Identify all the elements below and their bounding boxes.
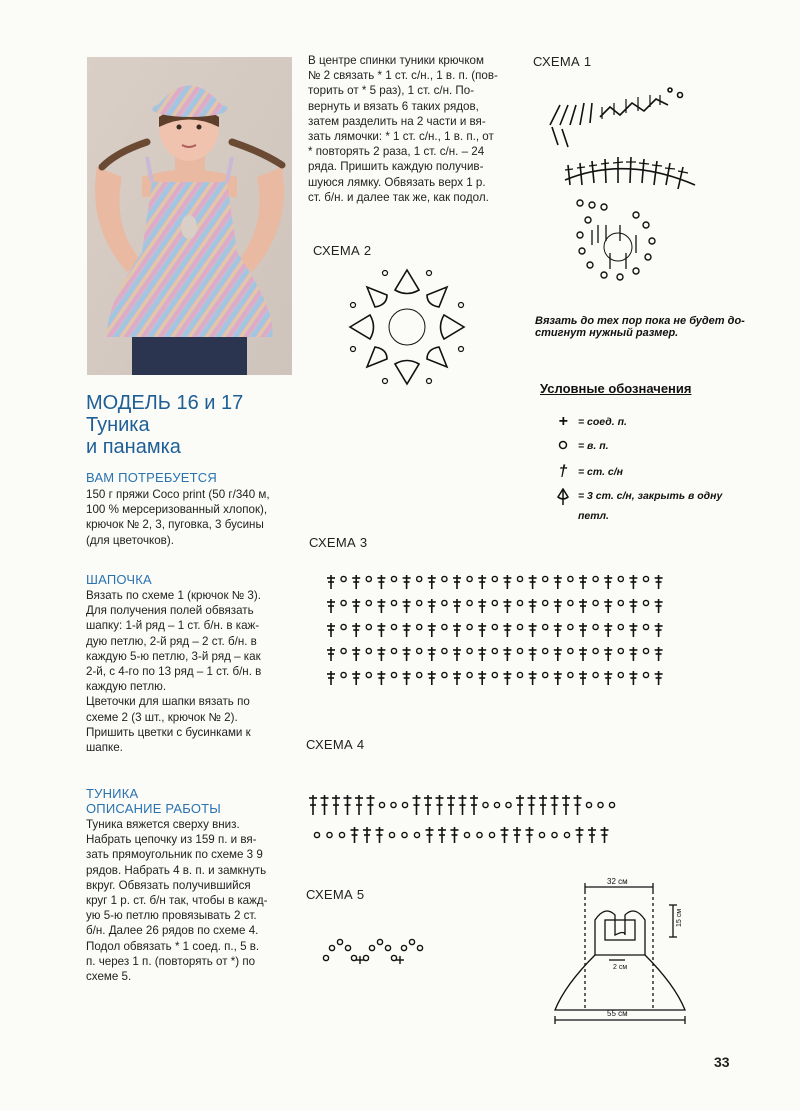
stitch-symbol <box>503 671 511 685</box>
chain-symbol <box>618 624 623 629</box>
stitch-symbol <box>554 671 562 685</box>
stitch-symbol <box>655 623 663 637</box>
chain-symbol <box>494 802 499 807</box>
stitch-symbol <box>629 647 637 661</box>
chain-symbol <box>442 672 447 677</box>
middle-line: * повторять 2 раза, 1 ст. с/н. – 24 <box>308 145 485 159</box>
stitch-symbol <box>604 647 612 661</box>
chain-symbol <box>552 832 557 837</box>
hat-line: каждую 5-ю петлю, 3-й ряд – как <box>86 649 261 663</box>
chain-symbol <box>517 648 522 653</box>
model-photo <box>87 57 292 375</box>
stitch-symbol <box>377 623 385 637</box>
chain-symbol <box>618 576 623 581</box>
stitch-symbol <box>629 575 637 589</box>
tunic-heading: ТУНИКА <box>86 786 139 801</box>
hat-heading: ШАПОЧКА <box>86 572 152 587</box>
stitch-symbol <box>327 647 335 661</box>
stitch-symbol <box>428 623 436 637</box>
chain-symbol <box>402 832 407 837</box>
schema-2-diagram <box>345 265 470 390</box>
chain-symbol <box>417 576 422 581</box>
stitch-symbol <box>579 575 587 589</box>
stitch-symbol <box>428 599 436 613</box>
middle-line: зать лямочки: * 1 ст. с/н., 1 в. п., от <box>308 130 494 144</box>
schema-1-label: СХЕМА 1 <box>533 54 592 69</box>
stitch-symbol <box>428 671 436 685</box>
stitch-symbol <box>344 795 352 815</box>
chain-symbol <box>564 832 569 837</box>
stitch-symbol <box>554 623 562 637</box>
chain-symbol <box>417 600 422 605</box>
stitch-symbol <box>539 795 547 815</box>
chain-symbol <box>341 624 346 629</box>
stitch-symbol <box>579 671 587 685</box>
middle-line: торить от * 5 раз), 1 ст. с/н. По- <box>308 84 475 98</box>
chain-symbol <box>391 624 396 629</box>
stitch-symbol <box>529 671 537 685</box>
stitch-symbol <box>352 599 360 613</box>
stitch-symbol <box>424 795 432 815</box>
chain-symbol <box>389 832 394 837</box>
chain-symbol <box>517 576 522 581</box>
chain-symbol <box>414 832 419 837</box>
chain-symbol <box>543 648 548 653</box>
middle-line: шуюся лямку. Обвязать верх 1 р. <box>308 175 486 189</box>
stitch-symbol <box>377 647 385 661</box>
schema-1-note <box>535 315 745 339</box>
tunic-line: рядов. Набрать 4 в. п. и замкнуть <box>86 863 267 877</box>
stitch-symbol <box>352 671 360 685</box>
chain-symbol <box>341 576 346 581</box>
chain-symbol <box>593 672 598 677</box>
hat-line: 2-й, с 4-го по 13 ряд – 1 ст. б/н. в <box>86 665 262 679</box>
chain-symbol <box>492 600 497 605</box>
chain-symbol <box>517 624 522 629</box>
legend-item <box>548 486 748 526</box>
stitch-symbol <box>376 827 384 843</box>
stitch-symbol <box>562 795 570 815</box>
stitch-symbol <box>478 599 486 613</box>
chain-symbol <box>467 672 472 677</box>
chain-symbol <box>609 802 614 807</box>
stitch-symbol <box>355 795 363 815</box>
model-subtitle-1: Туника <box>86 414 150 436</box>
stitch-symbol <box>309 795 317 815</box>
hat-text <box>86 588 294 755</box>
chain-symbol <box>492 672 497 677</box>
stitch-symbol <box>516 795 524 815</box>
schema-4-diagram <box>305 785 635 855</box>
tunic-section <box>86 786 294 984</box>
chain-symbol <box>467 576 472 581</box>
chain-symbol <box>517 600 522 605</box>
stitch-symbol <box>529 599 537 613</box>
stitch-symbol <box>351 827 359 843</box>
chain-symbol <box>618 648 623 653</box>
model-title: МОДЕЛЬ 16 и 17 <box>86 392 244 414</box>
stitch-symbol <box>604 599 612 613</box>
stitch-symbol <box>529 575 537 589</box>
chain-symbol <box>467 648 472 653</box>
stitch-symbol <box>529 647 537 661</box>
stitch-symbol <box>363 827 371 843</box>
hat-line: каждую петлю. <box>86 680 167 694</box>
stitch-symbol <box>604 575 612 589</box>
stitch-symbol <box>453 599 461 613</box>
chain-symbol <box>391 802 396 807</box>
chain-symbol <box>618 672 623 677</box>
chain-symbol <box>442 648 447 653</box>
stitch-symbol <box>576 827 584 843</box>
chain-symbol <box>366 600 371 605</box>
chain-symbol <box>341 648 346 653</box>
tunic-line: круг 1 р. ст. б/н так, чтобы в кажд- <box>86 894 268 908</box>
stitch-symbol <box>554 599 562 613</box>
stitch-symbol <box>403 671 411 685</box>
chain-symbol <box>379 802 384 807</box>
stitch-symbol <box>478 623 486 637</box>
schema-3-label: СХЕМА 3 <box>309 535 368 550</box>
chain-symbol <box>643 600 648 605</box>
stitch-symbol <box>655 599 663 613</box>
needs-line: 100 % мерсеризованный хлопок), <box>86 503 268 517</box>
stitch-symbol <box>655 647 663 661</box>
middle-line: ряда. Пришить каждую получив- <box>308 160 484 174</box>
chain-symbol <box>366 624 371 629</box>
cluster-symbol-icon <box>548 486 578 509</box>
chain-symbol <box>442 576 447 581</box>
hat-line: шапке. <box>86 741 123 755</box>
hat-line: схеме 2 (3 шт., крючок № 2). <box>86 710 238 724</box>
chain-symbol <box>643 648 648 653</box>
stitch-symbol <box>579 623 587 637</box>
chain-symbol <box>643 576 648 581</box>
stitch-symbol <box>554 647 562 661</box>
chain-symbol <box>442 600 447 605</box>
legend-item <box>548 410 748 434</box>
tunic-text <box>86 817 294 984</box>
stitch-symbol <box>655 671 663 685</box>
chain-symbol <box>477 832 482 837</box>
chain-symbol <box>506 802 511 807</box>
legend-text: = в. п. <box>578 440 609 452</box>
chain-symbol <box>366 576 371 581</box>
chain-symbol <box>543 672 548 677</box>
stitch-symbol <box>327 671 335 685</box>
stitch-symbol <box>436 795 444 815</box>
stitch-symbol <box>470 795 478 815</box>
chain-symbol <box>417 672 422 677</box>
chain-symbol <box>568 672 573 677</box>
chain-symbol <box>517 672 522 677</box>
stitch-symbol <box>629 623 637 637</box>
stitch-symbol <box>629 599 637 613</box>
chain-symbol <box>643 624 648 629</box>
needs-line: крючок № 2, 3, пуговка, 3 бусины <box>86 518 264 532</box>
stitch-symbol <box>367 795 375 815</box>
stitch-symbol <box>377 671 385 685</box>
chain-symbol <box>543 624 548 629</box>
hat-line: Цветочки для шапки вязать по <box>86 695 250 709</box>
chain-symbol <box>593 624 598 629</box>
stitch-symbol <box>551 795 559 815</box>
middle-line: № 2 связать * 1 ст. с/н., 1 в. п. (пов- <box>308 69 498 83</box>
stitch-symbol <box>438 827 446 843</box>
stitch-symbol <box>459 795 467 815</box>
needs-section <box>86 470 294 548</box>
stitch-symbol <box>413 795 421 815</box>
tunic-line: Подол обвязать * 1 соед. п., 5 в. <box>86 939 260 953</box>
stitch-symbol <box>503 623 511 637</box>
chain-symbol <box>492 648 497 653</box>
stitch-symbol <box>478 647 486 661</box>
chain-symbol <box>402 802 407 807</box>
chain-symbol <box>341 672 346 677</box>
chain-symbol <box>543 576 548 581</box>
schema-3-diagram <box>325 570 670 695</box>
tunic-line: вкруг. Обвязать получившийся <box>86 878 251 892</box>
schema-1-diagram <box>540 85 710 310</box>
stitch-symbol <box>332 795 340 815</box>
tunic-line: Туника вяжется сверху вниз. <box>86 818 240 831</box>
hat-line: Для получения полей обвязать <box>86 604 254 618</box>
legend-text: петл. <box>578 510 609 522</box>
chain-symbol <box>464 832 469 837</box>
chain-symbol <box>593 576 598 581</box>
stitch-symbol <box>526 827 534 843</box>
stitch-symbol <box>321 795 329 815</box>
needs-line: (для цветочков). <box>86 533 174 547</box>
needs-line: 150 г пряжи Coco print (50 г/340 м, <box>86 488 270 501</box>
stitch-symbol <box>352 575 360 589</box>
stitch-symbol <box>403 623 411 637</box>
schema-5-diagram <box>320 930 430 970</box>
stitch-symbol <box>453 575 461 589</box>
chain-symbol <box>543 600 548 605</box>
stitch-symbol <box>453 647 461 661</box>
hat-line: Пришить цветки с бусинками к <box>86 725 251 739</box>
stitch-symbol <box>428 647 436 661</box>
hat-line: дую петлю, 2-й ряд – 2 ст. б/н. в <box>86 634 257 648</box>
chain-symbol <box>327 832 332 837</box>
hat-section <box>86 572 294 755</box>
stitch-symbol <box>604 623 612 637</box>
tunic-subheading: ОПИСАНИЕ РАБОТЫ <box>86 801 222 816</box>
stitch-symbol <box>601 827 609 843</box>
stitch-symbol <box>478 575 486 589</box>
stitch-symbol <box>352 647 360 661</box>
stitch-symbol <box>403 575 411 589</box>
stitch-symbol <box>588 827 596 843</box>
chain-symbol <box>467 624 472 629</box>
chain-symbol <box>366 648 371 653</box>
chain-symbol <box>492 576 497 581</box>
tunic-line: схеме 5. <box>86 970 132 984</box>
chain-symbol <box>417 648 422 653</box>
middle-line: затем разделить на 2 части и вя- <box>308 114 486 128</box>
stitch-symbol <box>528 795 536 815</box>
chain-symbol <box>568 576 573 581</box>
stitch-symbol <box>447 795 455 815</box>
chain-symbol <box>483 802 488 807</box>
stitch-symbol <box>327 599 335 613</box>
chain-symbol <box>539 832 544 837</box>
model-subtitle-2: и панамка <box>86 436 181 458</box>
stitch-symbol <box>655 575 663 589</box>
tunic-pattern-drawing <box>545 875 695 1030</box>
stitch-symbol <box>503 647 511 661</box>
girl-photo-illustration <box>87 57 292 375</box>
chain-symbol <box>593 648 598 653</box>
stitch-symbol <box>377 575 385 589</box>
chain-symbol <box>391 600 396 605</box>
middle-line: ст. б/н. и далее так же, как подол. <box>308 190 489 204</box>
stitch-symbol <box>574 795 582 815</box>
chain-symbol <box>598 802 603 807</box>
stitch-symbol <box>453 671 461 685</box>
chain-symbol <box>314 832 319 837</box>
chain-symbol <box>489 832 494 837</box>
plus-symbol-icon: + <box>558 413 568 430</box>
circle-symbol-icon <box>548 440 578 453</box>
schema-4-label: СХЕМА 4 <box>306 737 365 752</box>
chain-symbol <box>586 802 591 807</box>
legend <box>548 410 748 526</box>
chain-symbol <box>618 600 623 605</box>
dim-mid-label: 2 см <box>613 964 628 971</box>
legend-text: = соед. п. <box>578 416 627 428</box>
tunic-line: б/н. Далее 26 рядов по схеме 4. <box>86 924 259 938</box>
schema-1-note-line: стигнут нужный размер. <box>535 327 679 339</box>
chain-symbol <box>568 624 573 629</box>
stitch-symbol <box>327 575 335 589</box>
chain-symbol <box>568 648 573 653</box>
stitch-symbol <box>501 827 509 843</box>
legend-text: = 3 ст. с/н, закрыть в одну <box>578 490 723 502</box>
stitch-symbol <box>503 575 511 589</box>
chain-symbol <box>643 672 648 677</box>
chain-symbol <box>442 624 447 629</box>
page-number: 33 <box>714 1054 730 1070</box>
chain-symbol <box>391 648 396 653</box>
needs-text <box>86 487 294 548</box>
schema-1-note-line: Вязать до тех пор пока не будет до- <box>535 315 745 327</box>
stitch-symbol <box>403 647 411 661</box>
tunic-line: ую 5-ю петлю провязывать 2 ст. <box>86 909 257 923</box>
chain-symbol <box>366 672 371 677</box>
schema-5-label: СХЕМА 5 <box>306 887 365 902</box>
chain-symbol <box>391 576 396 581</box>
legend-title: Условные обозначения <box>540 381 692 396</box>
stitch-symbol <box>503 599 511 613</box>
tunic-line: Набрать цепочку из 159 п. и вя- <box>86 833 257 847</box>
chain-symbol <box>417 624 422 629</box>
model-title-block <box>86 392 306 458</box>
stitch-symbol <box>604 671 612 685</box>
stitch-symbol <box>403 599 411 613</box>
stitch-symbol <box>478 671 486 685</box>
stitch-symbol <box>426 827 434 843</box>
tunic-line: п. через 1 п. (повторять от *) по <box>86 954 256 968</box>
stitch-symbol <box>327 623 335 637</box>
tunic-line: зать прямоугольник по схеме 3 9 <box>86 848 263 862</box>
chain-symbol <box>593 600 598 605</box>
chain-symbol <box>391 672 396 677</box>
needs-heading: ВАМ ПОТРЕБУЕТСЯ <box>86 470 217 485</box>
chain-symbol <box>492 624 497 629</box>
stitch-symbol <box>513 827 521 843</box>
chain-symbol <box>467 600 472 605</box>
dim-top-label: 32 см <box>607 877 628 886</box>
back-instructions <box>308 53 521 205</box>
legend-text: = ст. с/н <box>578 466 624 478</box>
dim-side-label: 15 см <box>676 908 683 927</box>
legend-item <box>548 434 748 458</box>
stitch-symbol <box>554 575 562 589</box>
hat-line: Вязать по схеме 1 (крючок № 3). <box>86 589 261 602</box>
stitch-symbol <box>453 623 461 637</box>
hat-line: шапку: 1-й ряд – 1 ст. б/н. в каж- <box>86 619 260 633</box>
stitch-symbol <box>579 599 587 613</box>
stitch-symbol <box>529 623 537 637</box>
stitch-symbol <box>579 647 587 661</box>
dim-bottom-label: 55 см <box>607 1009 628 1018</box>
stitch-symbol <box>451 827 459 843</box>
stitch-symbol <box>377 599 385 613</box>
middle-line: В центре спинки туники крючком <box>308 54 484 67</box>
middle-line: вернуть и вязать 6 таких рядов, <box>308 99 479 113</box>
stitch-symbol <box>428 575 436 589</box>
stitch-symbol <box>629 671 637 685</box>
dagger-symbol-icon: † <box>558 463 568 480</box>
schema-2-label: СХЕМА 2 <box>313 243 372 258</box>
legend-item <box>548 458 748 486</box>
chain-symbol <box>341 600 346 605</box>
chain-symbol <box>568 600 573 605</box>
chain-symbol <box>339 832 344 837</box>
stitch-symbol <box>352 623 360 637</box>
